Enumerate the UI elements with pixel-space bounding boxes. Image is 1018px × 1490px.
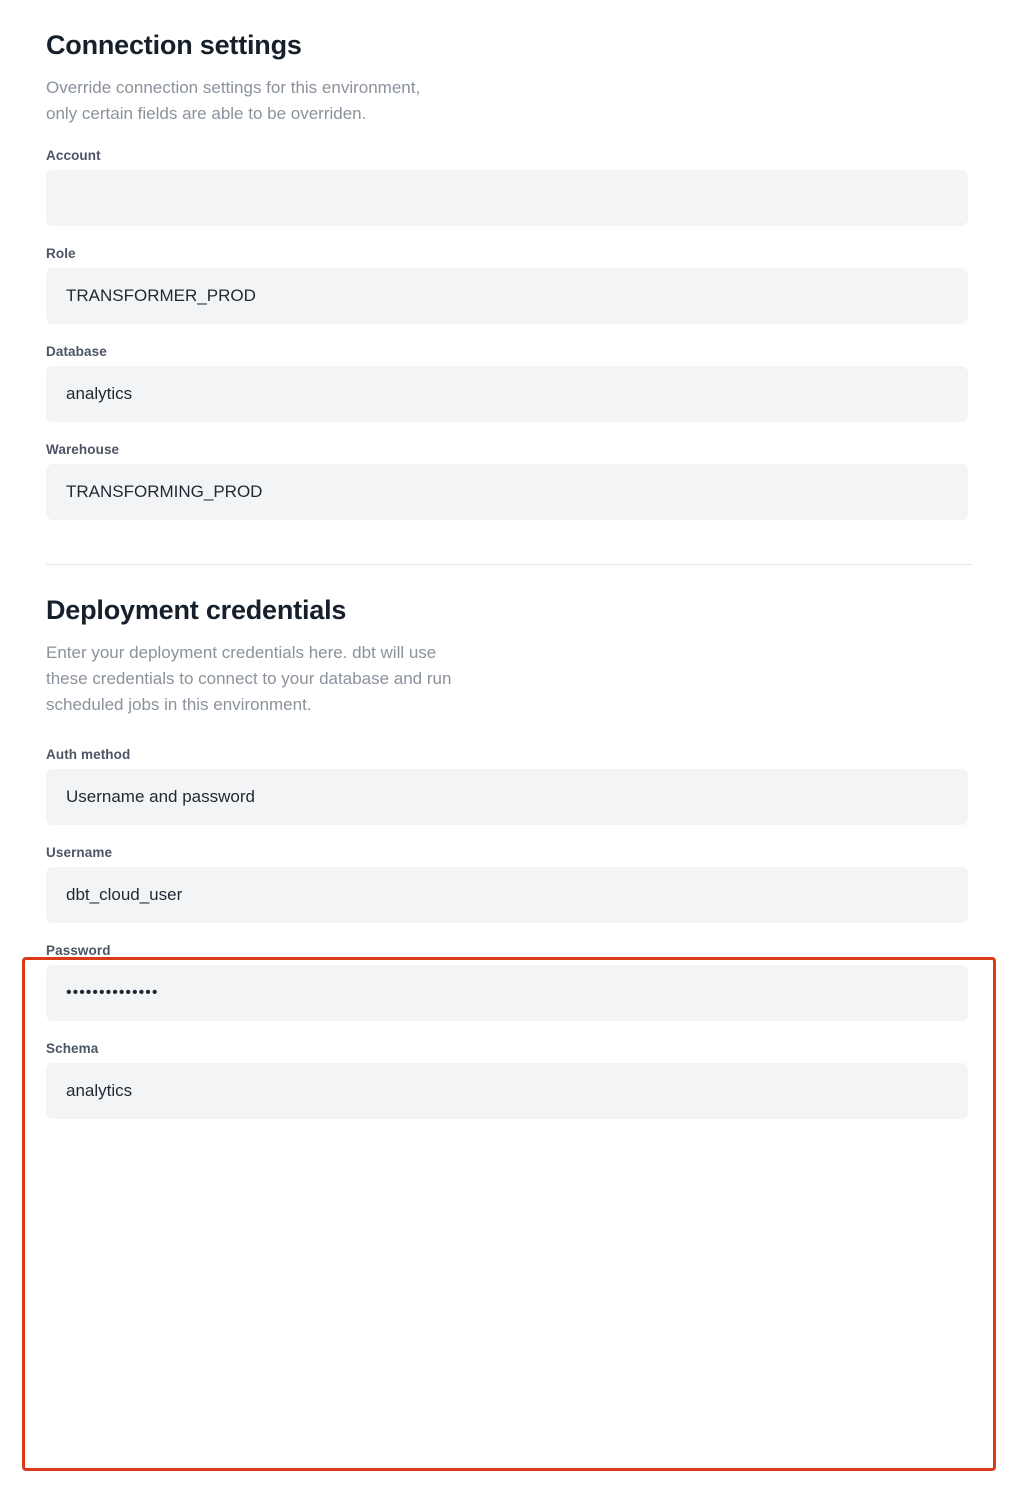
field-account <box>46 148 972 226</box>
deployment-credentials-title: Deployment credentials <box>46 594 347 625</box>
deployment-credentials-fields <box>46 719 972 1119</box>
field-schema <box>46 1041 972 1119</box>
page-title: Connection settings <box>46 30 302 60</box>
field-label-password: Password <box>46 942 111 958</box>
connection-settings-description-line1: Override connection settings for this environment, <box>46 78 421 97</box>
field-label-role: Role <box>46 245 76 261</box>
field-label-username: Username <box>46 844 113 860</box>
field-warehouse <box>46 442 972 520</box>
database-input[interactable]: analytics <box>46 366 968 422</box>
deployment-credentials-description-line2: these credentials to connect to your database and run <box>46 669 452 689</box>
field-username <box>46 845 972 923</box>
deployment-credentials-description <box>46 640 606 719</box>
field-label-auth-method: Auth method <box>46 746 131 762</box>
role-input[interactable]: TRANSFORMER_PROD <box>46 268 968 324</box>
deployment-credentials-description-line3: scheduled jobs in this environment. <box>46 695 312 715</box>
username-input[interactable]: dbt_cloud_user <box>46 867 968 923</box>
field-password <box>46 943 972 1021</box>
schema-input[interactable]: analytics <box>46 1063 968 1119</box>
warehouse-input[interactable]: TRANSFORMING_PROD <box>46 464 968 520</box>
field-label-warehouse: Warehouse <box>46 441 120 457</box>
connection-settings-description-line2: only certain fields are able to be overriden. <box>46 104 367 124</box>
connection-settings-description <box>46 75 606 128</box>
connection-settings-section <box>46 0 972 520</box>
field-label-schema: Schema <box>46 1040 99 1056</box>
field-label-database: Database <box>46 343 107 359</box>
field-auth-method <box>46 747 972 825</box>
field-label-account: Account <box>46 147 101 163</box>
deployment-credentials-description-line1: Enter your deployment credentials here. dbt will use <box>46 642 437 662</box>
deployment-credentials-section <box>46 565 972 1119</box>
account-input[interactable] <box>46 170 968 226</box>
field-database <box>46 344 972 422</box>
field-role <box>46 246 972 324</box>
password-input[interactable]: •••••••••••••• <box>46 965 968 1021</box>
auth-method-select[interactable]: Username and password <box>46 769 968 825</box>
